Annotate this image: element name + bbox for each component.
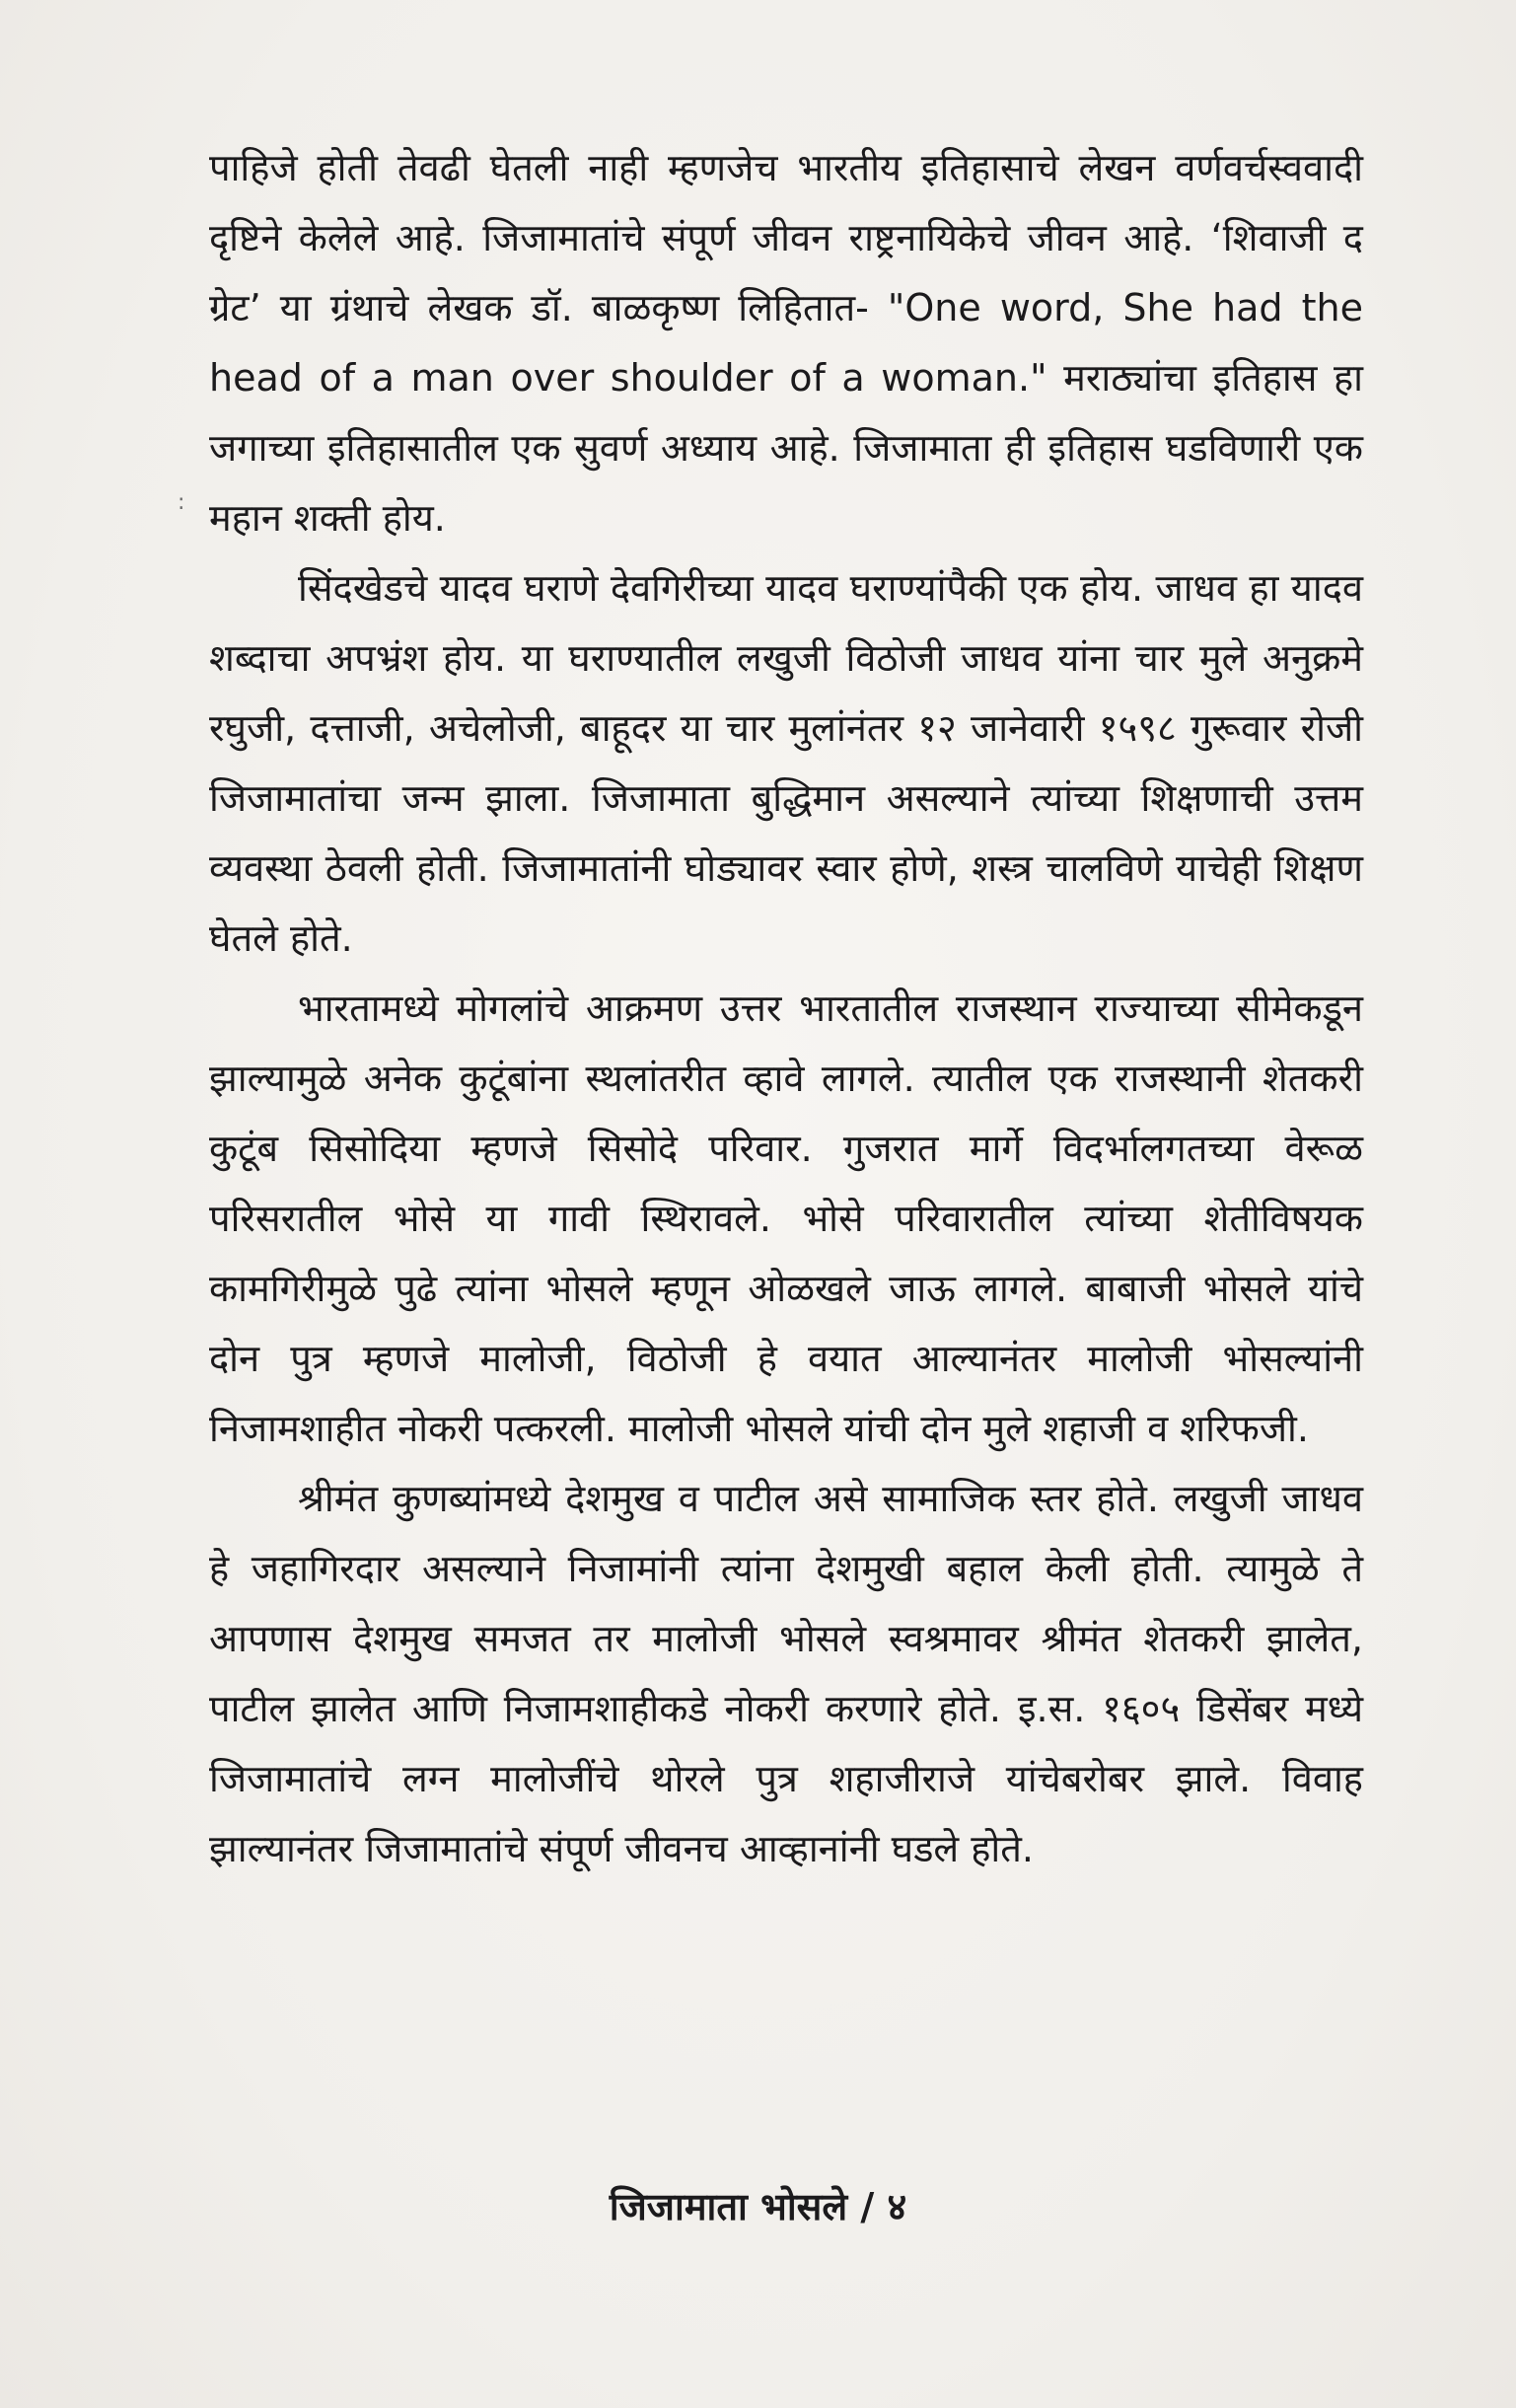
page-footer: जिजामाता भोसले / ४ xyxy=(609,2185,907,2228)
paragraph-2: सिंदखेडचे यादव घराणे देवगिरीच्या यादव घराण्यांपैकी एक होय. जाधव हा यादव शब्दाचा अपभ्रंश होय. या घराण्यातील लखुजी विठोजी जाधव यांना चार मुले अनुक्रमे रघुजी, दत्ताजी, अचेलोजी, बाहूदर या चार मुलांनंतर १२ जानेवारी १५९८ गुरूवार रोजी जिजामातांचा जन्म झाला. जिजामाता बुद्धिमान असल्याने त्यांच्या शिक्षणाची उत्तम व्यवस्था ठेवली होती. जिजामातांनी घोड्यावर स्वार होणे, शस्त्र चालविणे याचेही शिक्षण घेतले होते. xyxy=(209,566,1363,960)
paragraph-1: पाहिजे होती तेवढी घेतली नाही म्हणजेच भारतीय इतिहासाचे लेखन वर्णवर्चस्ववादी दृष्टिने केलेले आहे. जिजामातांचे संपूर्ण जीवन राष्ट्रनायिकेचे जीवन आहे. ‘शिवाजी द ग्रेट’ या ग्रंथाचे लेखक डॉ. बाळकृष्ण लिहितात- "One word, She had the head of a man over shoulder of a woman." मराठ्यांचा इतिहास हा जगाच्या इतिहासातील एक सुवर्ण अध्याय आहे. जिजामाता ही इतिहास घडविणारी एक महान शक्ती होय. xyxy=(209,146,1363,540)
margin-mark: : xyxy=(178,490,185,515)
paragraph-4: श्रीमंत कुणब्यांमध्ये देशमुख व पाटील असे सामाजिक स्तर होते. लखुजी जाधव हे जहागिरदार असल्याने निजामांनी त्यांना देशमुखी बहाल केली होती. त्यामुळे ते आपणास देशमुख समजत तर मालोजी भोसले स्वश्रमावर श्रीमंत शेतकरी झालेत, पाटील झालेत आणि निजामशाहीकडे नोकरी करणारे होते. इ.स. १६०५ डिसेंबर मध्ये जिजामातांचे लग्न मालोजींचे थोरले पुत्र शहाजीराजे यांचेबरोबर झाले. विवाह झाल्यानंतर जिजामातांचे संपूर्ण जीवनच आव्हानांनी घडले होते. xyxy=(209,1477,1363,1870)
paragraph-3: भारतामध्ये मोगलांचे आक्रमण उत्तर भारतातील राजस्थान राज्याच्या सीमेकडून झाल्यामुळे अनेक कुटूंबांना स्थलांतरीत व्हावे लागले. त्यातील एक राजस्थानी शेतकरी कुटूंब सिसोदिया म्हणजे सिसोदे परिवार. गुजरात मार्गे विदर्भालगतच्या वेरूळ परिसरातील भोसे या गावी स्थिरावले. भोसे परिवारातील त्यांच्या शेतीविषयक कामगिरीमुळे पुढे त्यांना भोसले म्हणून ओळखले जाऊ लागले. बाबाजी भोसले यांचे दोन पुत्र म्हणजे मालोजी, विठोजी हे वयात आल्यानंतर मालोजी भोसल्यांनी निजामशाहीत नोकरी पत्करली. मालोजी भोसले यांची दोन मुले शहाजी व शरिफजी. xyxy=(209,986,1363,1450)
body-text xyxy=(209,133,1363,1884)
